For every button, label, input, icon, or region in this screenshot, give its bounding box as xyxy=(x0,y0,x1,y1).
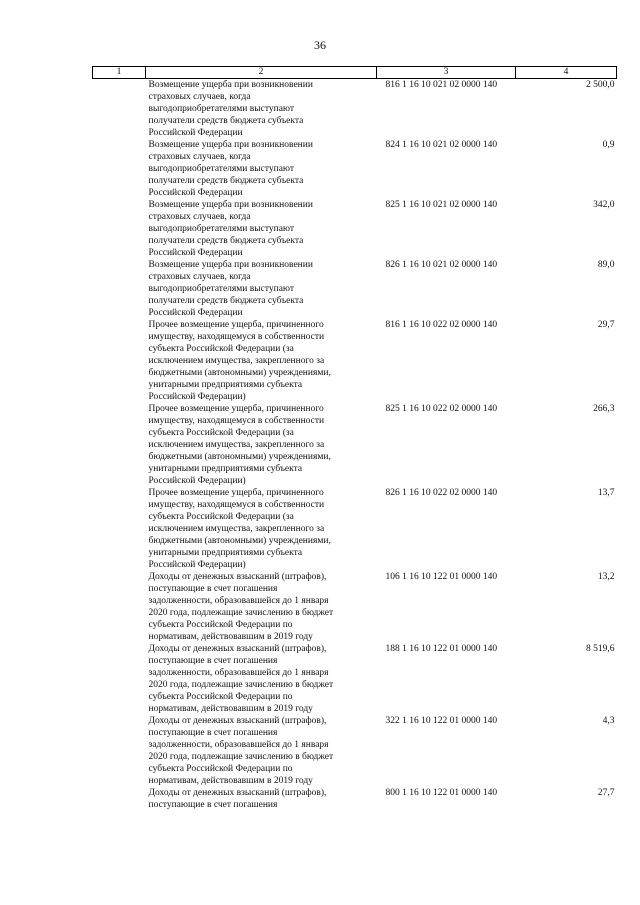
description-line: Российской Федерации xyxy=(148,188,243,198)
description-line: Российской Федерации) xyxy=(148,392,246,402)
description-line: поступающие в счет погашения xyxy=(148,584,278,594)
description-line: получатели средств бюджета субъекта xyxy=(148,116,304,126)
amount-cell: 29,7 xyxy=(597,320,615,330)
description-line: бюджетными (автономными) учреждениями, xyxy=(148,536,331,546)
description-line: нормативам, действовавшим в 2019 году xyxy=(148,704,313,714)
table-row xyxy=(93,487,617,571)
description-line: Российской Федерации xyxy=(148,128,243,138)
description-line: субъекта Российской Федерации по xyxy=(148,620,293,630)
amount-cell: 342,0 xyxy=(593,200,615,210)
column-header-4: 4 xyxy=(516,67,617,79)
description-line: Доходы от денежных взысканий (штрафов), xyxy=(148,788,327,798)
description-line: субъекта Российской Федерации (за xyxy=(148,512,294,522)
description-line: Прочее возмещение ущерба, причиненного xyxy=(148,404,324,414)
description-line: страховых случаев, когда xyxy=(148,272,251,282)
description-line: имуществу, находящемуся в собственности xyxy=(148,500,325,510)
table-header-row xyxy=(93,67,617,79)
column-header-3: 3 xyxy=(377,67,516,79)
amount-cell: 8 519,6 xyxy=(586,644,615,654)
description-line: поступающие в счет погашения xyxy=(148,800,278,810)
description-cell xyxy=(146,259,377,319)
budget-code-cell: 800 1 16 10 122 01 0000 140 xyxy=(385,788,498,798)
description-line: унитарными предприятиями субъекта xyxy=(148,548,303,558)
budget-code-cell: 825 1 16 10 022 02 0000 140 xyxy=(385,404,498,414)
amount-cell: 13,7 xyxy=(597,488,615,498)
description-line: страховых случаев, когда xyxy=(148,152,251,162)
description-cell xyxy=(146,79,377,140)
budget-code-cell: 824 1 16 10 021 02 0000 140 xyxy=(385,140,498,150)
row-number-cell xyxy=(93,403,146,487)
description-line: исключением имущества, закрепленного за xyxy=(148,440,325,450)
description-line: Доходы от денежных взысканий (штрафов), xyxy=(148,572,327,582)
description-line: Прочее возмещение ущерба, причиненного xyxy=(148,320,324,330)
budget-code-cell: 188 1 16 10 122 01 0000 140 xyxy=(385,644,498,654)
budget-code-cell: 816 1 16 10 022 02 0000 140 xyxy=(385,320,498,330)
description-line: задолженности, образовавшейся до 1 января xyxy=(148,740,329,750)
description-line: Возмещение ущерба при возникновении xyxy=(148,140,313,150)
row-number-cell xyxy=(93,79,146,140)
revenue-table xyxy=(92,66,617,811)
description-line: выгодоприобретателями выступают xyxy=(148,224,295,234)
description-line: унитарными предприятиями субъекта xyxy=(148,464,303,474)
column-header-2: 2 xyxy=(146,67,377,79)
description-line: Российской Федерации) xyxy=(148,560,246,570)
amount-cell: 89,0 xyxy=(597,260,615,270)
table-body xyxy=(93,79,617,812)
description-line: нормативам, действовавшим в 2019 году xyxy=(148,632,313,642)
table-row xyxy=(93,403,617,487)
description-line: Российской Федерации) xyxy=(148,476,246,486)
table-row xyxy=(93,259,617,319)
description-cell xyxy=(146,403,377,487)
budget-code-cell: 322 1 16 10 122 01 0000 140 xyxy=(385,716,498,726)
row-number-cell xyxy=(93,571,146,643)
description-line: страховых случаев, когда xyxy=(148,92,251,102)
description-line: 2020 года, подлежащие зачислению в бюджет xyxy=(148,680,334,690)
description-cell xyxy=(146,715,377,787)
description-line: субъекта Российской Федерации (за xyxy=(148,428,294,438)
row-number-cell xyxy=(93,643,146,715)
description-line: Российской Федерации xyxy=(148,248,243,258)
amount-cell: 266,3 xyxy=(593,404,615,414)
description-cell xyxy=(146,487,377,571)
description-cell xyxy=(146,643,377,715)
column-header-1: 1 xyxy=(93,67,146,79)
description-cell xyxy=(146,787,377,811)
row-number-cell xyxy=(93,139,146,199)
table-row xyxy=(93,715,617,787)
description-line: Прочее возмещение ущерба, причиненного xyxy=(148,488,324,498)
description-line: задолженности, образовавшейся до 1 января xyxy=(148,668,329,678)
description-line: получатели средств бюджета субъекта xyxy=(148,176,304,186)
description-line: задолженности, образовавшейся до 1 января xyxy=(148,596,329,606)
description-line: субъекта Российской Федерации по xyxy=(148,764,293,774)
description-line: выгодоприобретателями выступают xyxy=(148,164,295,174)
description-line: получатели средств бюджета субъекта xyxy=(148,296,304,306)
row-number-cell xyxy=(93,487,146,571)
description-line: Возмещение ущерба при возникновении xyxy=(148,200,313,210)
description-line: бюджетными (автономными) учреждениями, xyxy=(148,452,331,462)
description-line: Российской Федерации xyxy=(148,308,243,318)
budget-code-cell: 825 1 16 10 021 02 0000 140 xyxy=(385,200,498,210)
description-line: 2020 года, подлежащие зачислению в бюджет xyxy=(148,752,334,762)
amount-cell: 13,2 xyxy=(597,572,615,582)
description-cell xyxy=(146,319,377,403)
table-row xyxy=(93,571,617,643)
table-row xyxy=(93,643,617,715)
description-line: нормативам, действовавшим в 2019 году xyxy=(148,776,313,786)
amount-cell: 0,9 xyxy=(602,140,615,150)
row-number-cell xyxy=(93,199,146,259)
description-line: получатели средств бюджета субъекта xyxy=(148,236,304,246)
description-line: 2020 года, подлежащие зачислению в бюджет xyxy=(148,608,334,618)
budget-code-cell: 106 1 16 10 122 01 0000 140 xyxy=(385,572,498,582)
budget-code-cell: 816 1 16 10 021 02 0000 140 xyxy=(385,80,498,90)
amount-cell: 4,3 xyxy=(602,716,615,726)
description-line: Возмещение ущерба при возникновении xyxy=(148,80,313,90)
description-line: Доходы от денежных взысканий (штрафов), xyxy=(148,716,327,726)
description-line: поступающие в счет погашения xyxy=(148,656,278,666)
row-number-cell xyxy=(93,319,146,403)
description-line: выгодоприобретателями выступают xyxy=(148,104,295,114)
description-line: Возмещение ущерба при возникновении xyxy=(148,260,313,270)
budget-code-cell: 826 1 16 10 022 02 0000 140 xyxy=(385,488,498,498)
budget-code-cell: 826 1 16 10 021 02 0000 140 xyxy=(385,260,498,270)
table-row xyxy=(93,139,617,199)
description-line: имуществу, находящемуся в собственности xyxy=(148,416,325,426)
description-line: субъекта Российской Федерации (за xyxy=(148,344,294,354)
description-line: бюджетными (автономными) учреждениями, xyxy=(148,368,331,378)
description-line: Доходы от денежных взысканий (штрафов), xyxy=(148,644,327,654)
table-row xyxy=(93,199,617,259)
amount-cell: 27,7 xyxy=(597,788,615,798)
description-line: имуществу, находящемуся в собственности xyxy=(148,332,325,342)
row-number-cell xyxy=(93,787,146,811)
description-line: выгодоприобретателями выступают xyxy=(148,284,295,294)
description-line: субъекта Российской Федерации по xyxy=(148,692,293,702)
description-line: исключением имущества, закрепленного за xyxy=(148,356,325,366)
description-cell xyxy=(146,139,377,199)
table-row xyxy=(93,79,617,140)
table-row xyxy=(93,787,617,811)
page-number: 36 xyxy=(314,38,326,52)
description-cell xyxy=(146,199,377,259)
row-number-cell xyxy=(93,259,146,319)
amount-cell: 2 500,0 xyxy=(586,80,615,90)
description-line: унитарными предприятиями субъекта xyxy=(148,380,303,390)
row-number-cell xyxy=(93,715,146,787)
description-cell xyxy=(146,571,377,643)
description-line: исключением имущества, закрепленного за xyxy=(148,524,325,534)
table-row xyxy=(93,319,617,403)
description-line: поступающие в счет погашения xyxy=(148,728,278,738)
description-line: страховых случаев, когда xyxy=(148,212,251,222)
